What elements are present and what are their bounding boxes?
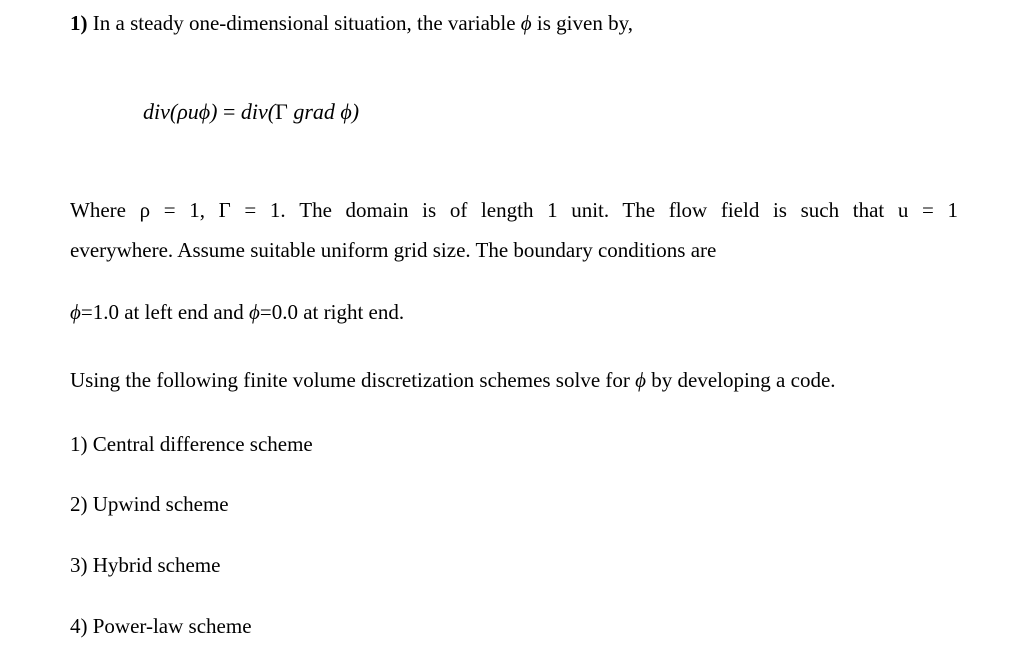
question-intro-tail: is given by, [536, 11, 633, 35]
equation-rhs-suffix: grad ϕ) [287, 99, 360, 124]
instruction-line [70, 370, 836, 391]
where-line-2: everywhere. Assume suitable uniform grid size. The boundary conditions are [70, 238, 717, 262]
instruction-tail: by developing a code. [651, 368, 836, 392]
instruction-text: Using the following finite volume discretization schemes solve for [70, 368, 630, 392]
phi-symbol-instruction: ϕ [635, 368, 646, 392]
equation-equals: = [222, 99, 236, 124]
equation-lhs: div(ρuϕ) [143, 99, 218, 124]
question-intro-text: In a steady one-dimensional situation, the variable [92, 11, 516, 35]
scheme-item-hybrid: 3) Hybrid scheme [70, 553, 221, 577]
scheme-item-central-difference: 1) Central difference scheme [70, 432, 313, 456]
equation-rhs-prefix: div( [240, 99, 276, 124]
scheme-item-power-law: 4) Power-law scheme [70, 614, 252, 638]
question-number: 1) [70, 11, 88, 35]
where-line-1: Where ρ = 1, Γ = 1. The domain is of length 1 unit. The flow field is such that u = 1 [70, 198, 958, 222]
phi-symbol: ϕ [520, 11, 532, 35]
boundary-conditions [70, 302, 404, 323]
governing-equation [143, 101, 359, 123]
phi-symbol-left: ϕ [70, 300, 81, 324]
scheme-item-upwind: 2) Upwind scheme [70, 492, 229, 516]
question-heading [70, 13, 633, 34]
equation-rhs-gamma: Γ [275, 99, 288, 124]
bc-right-text: =0.0 at right end. [259, 300, 405, 324]
bc-left-text: =1.0 at left end and [80, 300, 244, 324]
phi-symbol-right: ϕ [249, 300, 260, 324]
